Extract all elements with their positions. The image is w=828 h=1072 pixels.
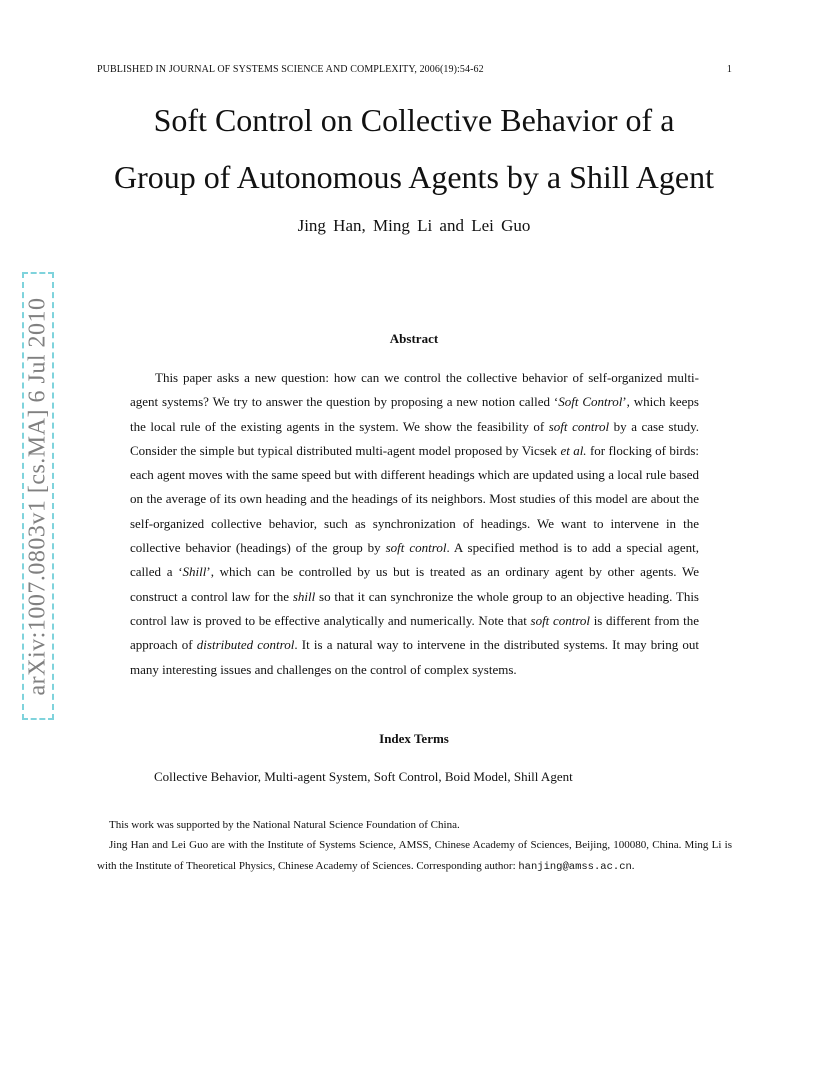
abstract-emphasis-8: distributed control bbox=[196, 637, 295, 653]
abstract-text-4: for flocking of birds: each agent moves with the same speed but with different headings which are updated using a local rule based on the average of its own heading and the headings of its neighbors. Most studies of this model are about the self-organized collective behavior, such as synchronization of headings. We want to intervene in the collective behavior (headings) of the group by bbox=[130, 442, 700, 556]
paper-title bbox=[0, 92, 828, 206]
page-number: 1 bbox=[726, 64, 732, 75]
abstract-text-7: so that it can synchronize the whole group to an objective heading. This control law is proved to be effective analytically and numerically. Note that bbox=[130, 588, 699, 628]
author-email-link[interactable]: hanjing@amss.ac.cn bbox=[518, 860, 632, 873]
arxiv-identifier: arXiv:1007.0803v1 [cs.MA] 6 Jul 2010 bbox=[24, 297, 51, 695]
index-terms-heading: Index Terms bbox=[379, 731, 449, 746]
abstract-emphasis-3: et al. bbox=[560, 442, 587, 458]
abstract-emphasis-6: shill bbox=[292, 588, 316, 604]
abstract-text-1: This paper asks a new question: how can we control the collective behavior of self-organized multi-agent systems? We try to answer the question by proposing a new notion called ‘ bbox=[130, 370, 699, 410]
abstract-emphasis-5: Shill bbox=[182, 564, 207, 580]
abstract-text-5: . A specified method is to add a special agent, called a ‘ bbox=[130, 540, 699, 580]
abstract-text-6: ’, which can be controlled by us but is treated as an ordinary agent by other agents. We construct a control law for the bbox=[130, 564, 699, 604]
abstract-emphasis-1: Soft Control bbox=[558, 394, 623, 410]
author-list: Jing Han, Ming Li and Lei Guo bbox=[297, 216, 531, 235]
email-suffix: . bbox=[631, 859, 635, 872]
abstract-text-2: ’, which keeps the local rule of the existing agents in the system. We show the feasibility of bbox=[130, 394, 699, 434]
abstract-emphasis-7: soft control bbox=[530, 612, 591, 628]
abstract-text-3: by a case study. Consider the simple but typical distributed multi-agent model proposed by Vicsek bbox=[130, 418, 699, 458]
title-line-2: Group of Autonomous Agents by a Shill Agent bbox=[114, 159, 714, 195]
abstract-emphasis-4: soft control bbox=[385, 540, 447, 556]
affiliation-footnote bbox=[97, 835, 732, 877]
affiliation-text: Jing Han and Lei Guo are with the Institute of Systems Science, AMSS, Chinese Academy of Sciences, Beijing, 100080, China. Ming Li is with the Institute of Theoretical Physics, Chinese Academy of Sciences. Corresponding author: bbox=[97, 839, 732, 872]
abstract-text-8: is different from the approach of bbox=[130, 612, 699, 653]
running-head-text: PUBLISHED IN JOURNAL OF SYSTEMS SCIENCE AND COMPLEXITY, 2006(19):54-62 bbox=[97, 64, 484, 75]
abstract-text-9: . It is a natural way to intervene in the distributed systems. It may bring out many interesting issues and challenges on the control of complex systems. bbox=[130, 637, 700, 677]
abstract-emphasis-2: soft control bbox=[548, 418, 610, 434]
funding-footnote: This work was supported by the National Natural Science Foundation of China. bbox=[109, 819, 460, 831]
abstract-heading: Abstract bbox=[389, 331, 439, 346]
abstract-body bbox=[130, 366, 699, 682]
title-line-1: Soft Control on Collective Behavior of a bbox=[153, 102, 675, 138]
index-terms-list: Collective Behavior, Multi-agent System, Soft Control, Boid Model, Shill Agent bbox=[154, 769, 573, 784]
running-head bbox=[97, 64, 732, 75]
